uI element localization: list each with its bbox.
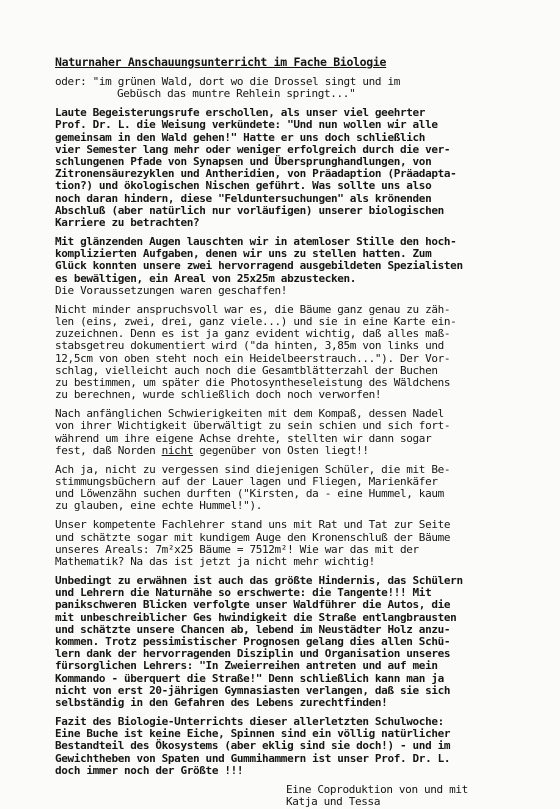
paragraph-line: vier Semester lang mehr oder weniger erfolgreich durch die ver- [55, 142, 451, 156]
paragraph-line: Abschluß (aber natürlich nur vorläufigen) unserer biologischen [55, 203, 444, 217]
quote-line: Gebüsch das muntre Rehlein springt..." [117, 87, 356, 101]
line-text: fest, daß Norden [55, 443, 162, 457]
paragraph-line: panikschweren Blicken verfolgte unser Waldführer die Autos, die [55, 598, 451, 612]
paragraph-line: Mit glänzenden Augen lauschten wir in atemloser Stille den hoch- [55, 235, 457, 248]
paragraph-line: unseres Areals: 7m²x25 Bäume = 7512m²! Wie war das mit der [55, 542, 419, 556]
document-title: Naturnaher Anschauungsunterricht im Fache Biologie [55, 55, 387, 69]
paragraph-line: Mathematik? Na das ist jetzt ja nicht mehr wichtig! [55, 555, 375, 568]
paragraph-line: Kommando - überquert die Straße!" Denn schließlich kann man ja [55, 671, 444, 685]
paragraph-line: kommen. Trotz pessimistischer Prognosen gelang dies allen Schü- [55, 635, 451, 648]
paragraph-line: nicht von erst 20-jährigen Gymnasiasten verlangen, daß sie sich [55, 683, 451, 697]
emphasis-text: nicht [161, 443, 194, 457]
paragraph-line: len (eins, zwei, drei, ganz viele...) und sie in eine Karte ein- [55, 315, 457, 328]
paragraph-line: Bestandteil des Ökosystems (aber eklig sind sie doch!) - und im [55, 739, 451, 753]
paragraph-line: selbständig in den Gefahren des Lebens zurechtfinden! [55, 696, 388, 709]
paragraph-line: zuzeichnen. Denn es ist ja ganz evident wichtig, daß alles maß- [55, 327, 451, 341]
paragraph-line: Prof. Dr. L. die Weisung verkündete: "Und nun wollen wir alle [55, 118, 438, 132]
paragraph-line: fürsorglichen Lehrers: "In Zweierreihen antreten und auf mein [55, 659, 438, 673]
paragraph-line: es bewältigen, ein Areal von 25x25m abzustecken. [55, 271, 357, 285]
paragraph-line: und Löwenzähn suchen durften ("Kirsten, da - eine Hummel, kaum [55, 487, 444, 501]
paragraph-line: Eine Buche ist keine Eiche, Spinnen sind ein völlig natürlicher [55, 727, 451, 741]
paragraph-line: 12,5cm von oben steht noch ein Heidelbeerstrauch..."). Der Vor- [55, 351, 451, 365]
paragraph-line: lern dank der hervorragenden Disziplin und Organisation unseres [55, 647, 451, 661]
paragraph-line: schlag, vielleicht auch noch die Gesamtblätterzahl der Buchen [55, 363, 438, 377]
quote-line: oder: "im grünen Wald, dort wo die Drossel singt und im [55, 75, 400, 88]
paragraph-line: Ach ja, nicht zu vergessen sind diejenigen Schüler, die mit Be- [55, 462, 451, 476]
paragraph-line: komplizierten Aufgaben, denen wir uns zu stellen hatten. Zum [55, 247, 432, 261]
signature-line: Eine Coproduktion von und mit [286, 782, 468, 796]
paragraph-line: gemeinsam in den Wald gehen!" Hatte er uns doch schließlich [55, 130, 426, 144]
paragraph-line: Nach anfänglichen Schwierigkeiten mit dem Kompaß, dessen Nadel [55, 407, 444, 421]
paragraph-line: schlungenen Pfade von Synapsen und Übersprunghandlungen, von [55, 155, 432, 168]
paragraph-line: Laute Begeisterungsrufe erschollen, als unser viel geehrter [55, 106, 426, 120]
signature-line: Katja und Tessa [286, 795, 381, 808]
paragraph-line: Unbedingt zu erwähnen ist auch das größte Hindernis, das Schülern [55, 574, 463, 587]
paragraph-line: Glück konnten unsere zwei hervorragend ausgebildeten Spezialisten [55, 259, 463, 273]
paragraph-line: Unser kompetente Fachlehrer stand uns mit Rat und Tat zur Seite [55, 518, 451, 532]
paragraph-line [55, 445, 369, 458]
paragraph-line: Gewichtheben von Spaten und Gummihammern ist unser Prof. Dr. L. [55, 751, 451, 765]
paragraph-line: Karriere zu betrachten? [55, 216, 200, 229]
paragraph-line: mit unbeschreiblicher Ges hwindigkeit die Straße entlangbrausten [55, 610, 457, 624]
paragraph-line: Fazit des Biologie-Unterrichts dieser allerletzten Schulwoche: [55, 715, 444, 728]
paragraph-line: Die Voraussetzungen waren geschaffen! [55, 283, 288, 297]
paragraph-line: stabsgetreu dokumentiert wird ("da hinten, 3,85m von links und [55, 339, 444, 353]
paragraph-line: und schätzte sogar mit kundigem Auge den Kronenschluß der Bäume [55, 530, 451, 544]
paragraph-line: zu bestimmen, um später die Photosyntheseleistung des Wäldchens [55, 376, 451, 389]
paragraph-line: während um ihre eigene Achse drehte, stellten wir dann sogar [55, 431, 432, 445]
paragraph-line: Nicht minder anspruchsvoll war es, die Bäume ganz genau zu zäh- [55, 302, 451, 316]
paragraph-line: zu glauben, eine echte Hummel!"). [55, 499, 262, 513]
paragraph-line: noch daran hindern, diese "Felduntersuchungen" als krönenden [55, 191, 432, 205]
paragraph-line: stimmungsbüchern auf der Lauer lagen und Fliegen, Marienkäfer [55, 475, 438, 488]
paragraph-line: und schätzte unsere Chancen ab, lebend im Neustädter Holz anzu- [55, 622, 451, 636]
paragraph-line: und Lehrern die Naturnähe so erschwerte: die Tangente!!! Mit [55, 586, 432, 600]
paragraph-line: tion?) und ökologischen Nischen geführt. Was sollte uns also [55, 179, 432, 193]
paragraph-line: Zitronensäurezyklen und Antheridien, von Präadaption (Präadapta- [55, 167, 457, 181]
line-text: gegenüber von Osten liegt!! [193, 443, 369, 457]
paragraph-line: von ihrer Wichtigkeit überwältigt zu sein schien und sich fort- [55, 419, 451, 433]
paragraph-line: doch immer noch der Größte !!! [55, 763, 244, 777]
paragraph-line: zu berechnen, wurde schließlich doch noch verworfen! [55, 388, 382, 402]
